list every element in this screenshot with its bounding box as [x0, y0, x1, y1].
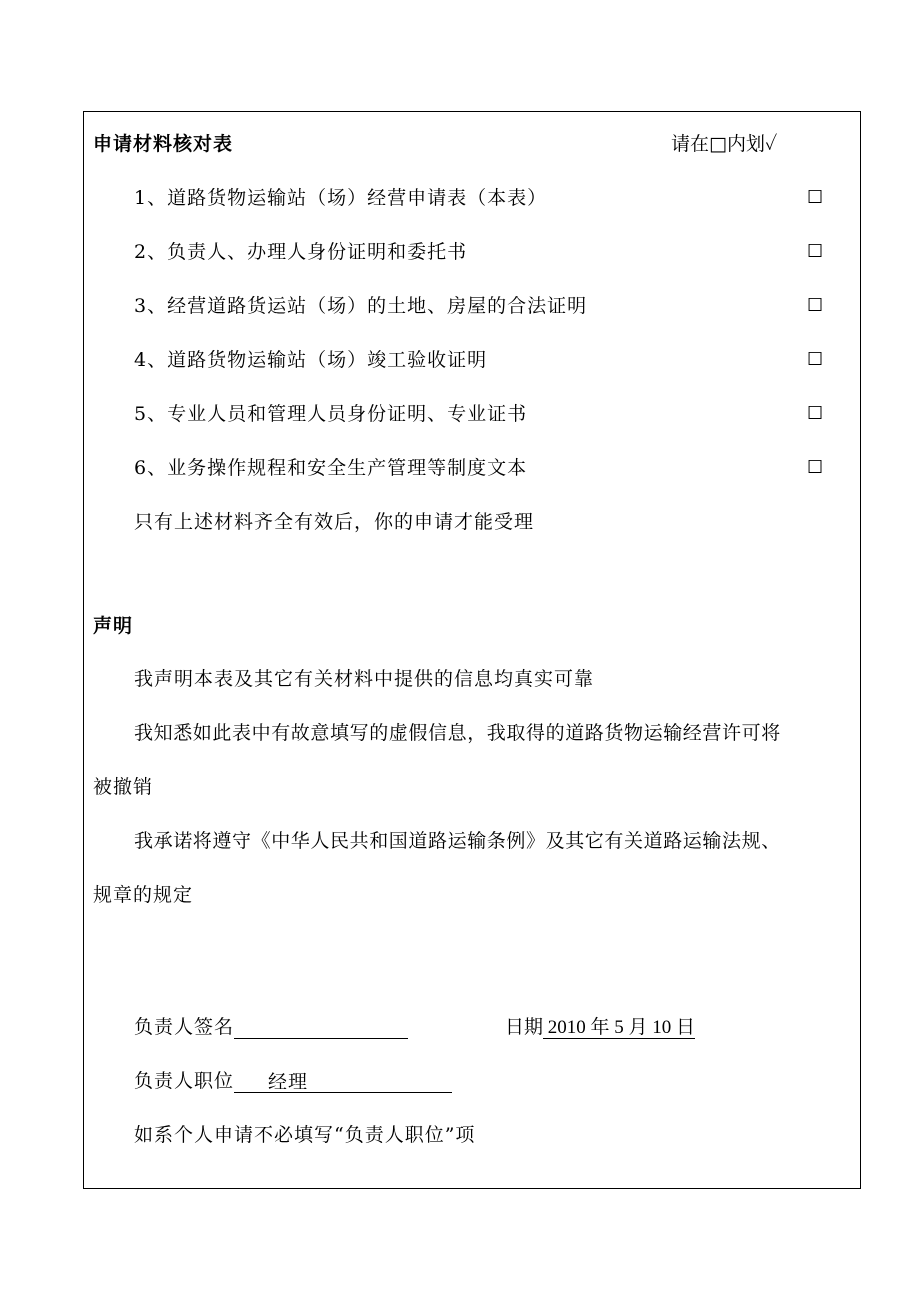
signer-row	[134, 1015, 408, 1039]
position-field[interactable]	[234, 1070, 452, 1093]
checklist-item-5: 5、专业人员和管理人员身份证明、专业证书	[134, 403, 528, 425]
checklist-item-1: 1、道路货物运输站（场）经营申请表（本表）	[134, 187, 548, 209]
checklist-item-4: 4、道路货物运输站（场）竣工验收证明	[134, 349, 488, 371]
declaration-line-2a: 我知悉如此表中有故意填写的虚假信息，我取得的道路货物运输经营许可将	[134, 722, 781, 744]
position-row	[134, 1069, 452, 1093]
declaration-line-1: 我声明本表及其它有关材料中提供的信息均真实可靠	[134, 668, 595, 690]
date-row	[505, 1015, 695, 1040]
declaration-line-3b: 规章的规定	[93, 884, 194, 906]
checklist-note: 只有上述材料齐全有效后，你的申请才能受理	[134, 511, 535, 533]
position-value: 经理	[268, 1071, 309, 1093]
date-field[interactable]: 2010 年 5 月 10 日	[543, 1017, 696, 1038]
checklist-instruction: 请在□内划✓	[671, 133, 778, 155]
checklist-item-2: 2、负责人、办理人身份证明和委托书	[134, 241, 468, 263]
signer-field[interactable]	[234, 1016, 408, 1039]
checkbox-item-2[interactable]: ☐	[807, 241, 824, 262]
declaration-line-2b: 被撤销	[93, 776, 154, 798]
signer-label: 负责人签名	[134, 1016, 235, 1038]
checkbox-item-4[interactable]: ☐	[807, 349, 824, 370]
declaration-line-3a: 我承诺将遵守《中华人民共和国道路运输条例》及其它有关道路运输法规、	[134, 830, 781, 852]
checkbox-item-6[interactable]: ☐	[807, 457, 824, 478]
position-note: 如系个人申请不必填写“负责人职位”项	[134, 1124, 476, 1146]
checklist-title: 申请材料核对表	[93, 133, 234, 155]
date-label: 日期	[505, 1016, 544, 1038]
checkbox-item-5[interactable]: ☐	[807, 403, 824, 424]
checklist-item-6: 6、业务操作规程和安全生产管理等制度文本	[134, 457, 528, 479]
checkbox-item-3[interactable]: ☐	[807, 295, 824, 316]
position-label: 负责人职位	[134, 1070, 235, 1092]
checkbox-item-1[interactable]: ☐	[807, 187, 824, 208]
checklist-item-3: 3、经营道路货运站（场）的土地、房屋的合法证明	[134, 295, 588, 317]
declaration-title: 声明	[93, 615, 134, 637]
